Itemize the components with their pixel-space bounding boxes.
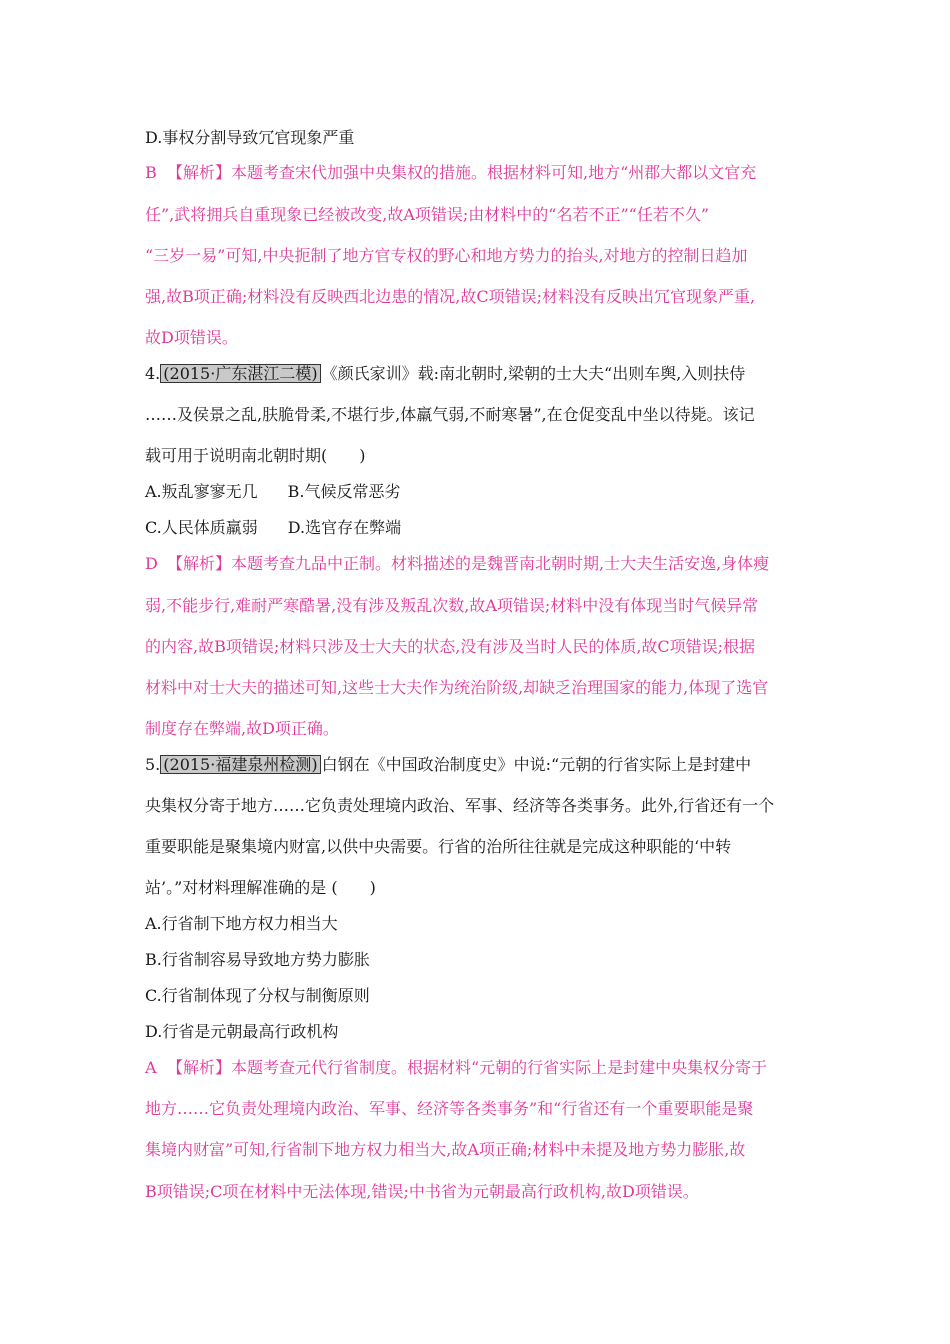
q4-option-a: A.叛乱寥寥无几	[145, 482, 258, 501]
q4-source-tag: (2015·广东湛江二模)	[160, 364, 320, 383]
q4-option-b: B.气候反常恶劣	[287, 482, 401, 501]
q5-stem-line: 站’。”对材料理解准确的是 ( )	[145, 878, 376, 897]
q4-options-row	[145, 482, 401, 502]
q3-analysis-line: 任”,武将拥兵自重现象已经被改变,故A项错误;由材料中的“名若不正”“任若不久”	[145, 205, 710, 224]
q4-number: 4.	[145, 364, 161, 383]
q5-option-c: C.行省制体现了分权与制衡原则	[145, 986, 370, 1005]
q5-analysis-line: A 【解析】本题考查元代行省制度。根据材料“元朝的行省实际上是封建中央集权分寄于	[145, 1058, 768, 1077]
q4-options-row	[145, 518, 401, 538]
q3-analysis-line: B 【解析】本题考查宋代加强中央集权的措施。根据材料可知,地方“州郡大都以文官充	[145, 163, 757, 182]
q5-analysis-line: 地方……它负责处理境内政治、军事、经济等各类事务”和“行省还有一个重要职能是聚	[145, 1099, 754, 1118]
q3-option-d: D.事权分割导致冗官现象严重	[145, 128, 355, 147]
q4-analysis-line: 制度存在弊端,故D项正确。	[145, 719, 339, 738]
q5-analysis-line: 集境内财富”可知,行省制下地方权力相当大,故A项正确;材料中未提及地方势力膨胀,故	[145, 1140, 746, 1159]
q4-analysis-line: D 【解析】本题考查九品中正制。材料描述的是魏晋南北朝时期,士大夫生活安逸,身体瘦	[145, 554, 770, 573]
q4-option-c: C.人民体质羸弱	[145, 518, 258, 537]
q5-source-tag: (2015·福建泉州检测)	[160, 755, 320, 774]
q4-analysis-line: 弱,不能步行,难耐严寒酷暑,没有涉及叛乱次数,故A项错误;材料中没有体现当时气候异常	[145, 596, 759, 615]
q4-analysis-line: 的内容,故B项错误;材料只涉及士大夫的状态,没有涉及当时人民的体质,故C项错误;根据	[145, 637, 756, 656]
q4-analysis-line: 材料中对士大夫的描述可知,这些士大夫作为统治阶级,却缺乏治理国家的能力,体现了选官	[145, 678, 769, 697]
q5-stem-line: 央集权分寄于地方……它负责处理境内政治、军事、经济等各类事务。此外,行省还有一个	[145, 796, 775, 815]
q4-stem-line: 4. (2015·广东湛江二模) 《颜氏家训》载:南北朝时,梁朝的士大夫“出则车舆,入则扶侍	[145, 364, 746, 383]
q3-answer-key: B	[145, 163, 157, 182]
q5-analysis-line: B项错误;C项在材料中无法体现,错误;中书省为元朝最高行政机构,故D项错误。	[145, 1182, 699, 1201]
q5-stem-line: 5. (2015·福建泉州检测) 白钢在《中国政治制度史》中说:“元朝的行省实际上是封建中	[145, 755, 752, 774]
q5-number: 5.	[145, 755, 161, 774]
q4-option-d: D.选官存在弊端	[287, 518, 402, 537]
q3-analysis-line: “三岁一易”可知,中央扼制了地方官专权的野心和地方势力的抬头,对地方的控制日趋加	[145, 246, 748, 265]
q5-stem-line: 重要职能是聚集境内财富,以供中央需要。行省的治所往往就是完成这种职能的‘中转	[145, 837, 732, 856]
q5-answer-key: A	[145, 1058, 157, 1077]
q4-stem-line: ……及侯景之乱,肤脆骨柔,不堪行步,体羸气弱,不耐寒暑”,在仓促变乱中坐以待毙。该记	[145, 405, 755, 424]
q5-option-b: B.行省制容易导致地方势力膨胀	[145, 950, 370, 969]
q4-answer-key: D	[145, 554, 158, 573]
q5-option-a: A.行省制下地方权力相当大	[145, 914, 338, 933]
q3-analysis-line: 强,故B项正确;材料没有反映西北边患的情况,故C项错误;材料没有反映出冗官现象严重,	[145, 287, 756, 306]
q4-stem-line: 载可用于说明南北朝时期( )	[145, 446, 366, 465]
q3-analysis-line: 故D项错误。	[145, 328, 238, 347]
q5-option-d: D.行省是元朝最高行政机构	[145, 1022, 339, 1041]
